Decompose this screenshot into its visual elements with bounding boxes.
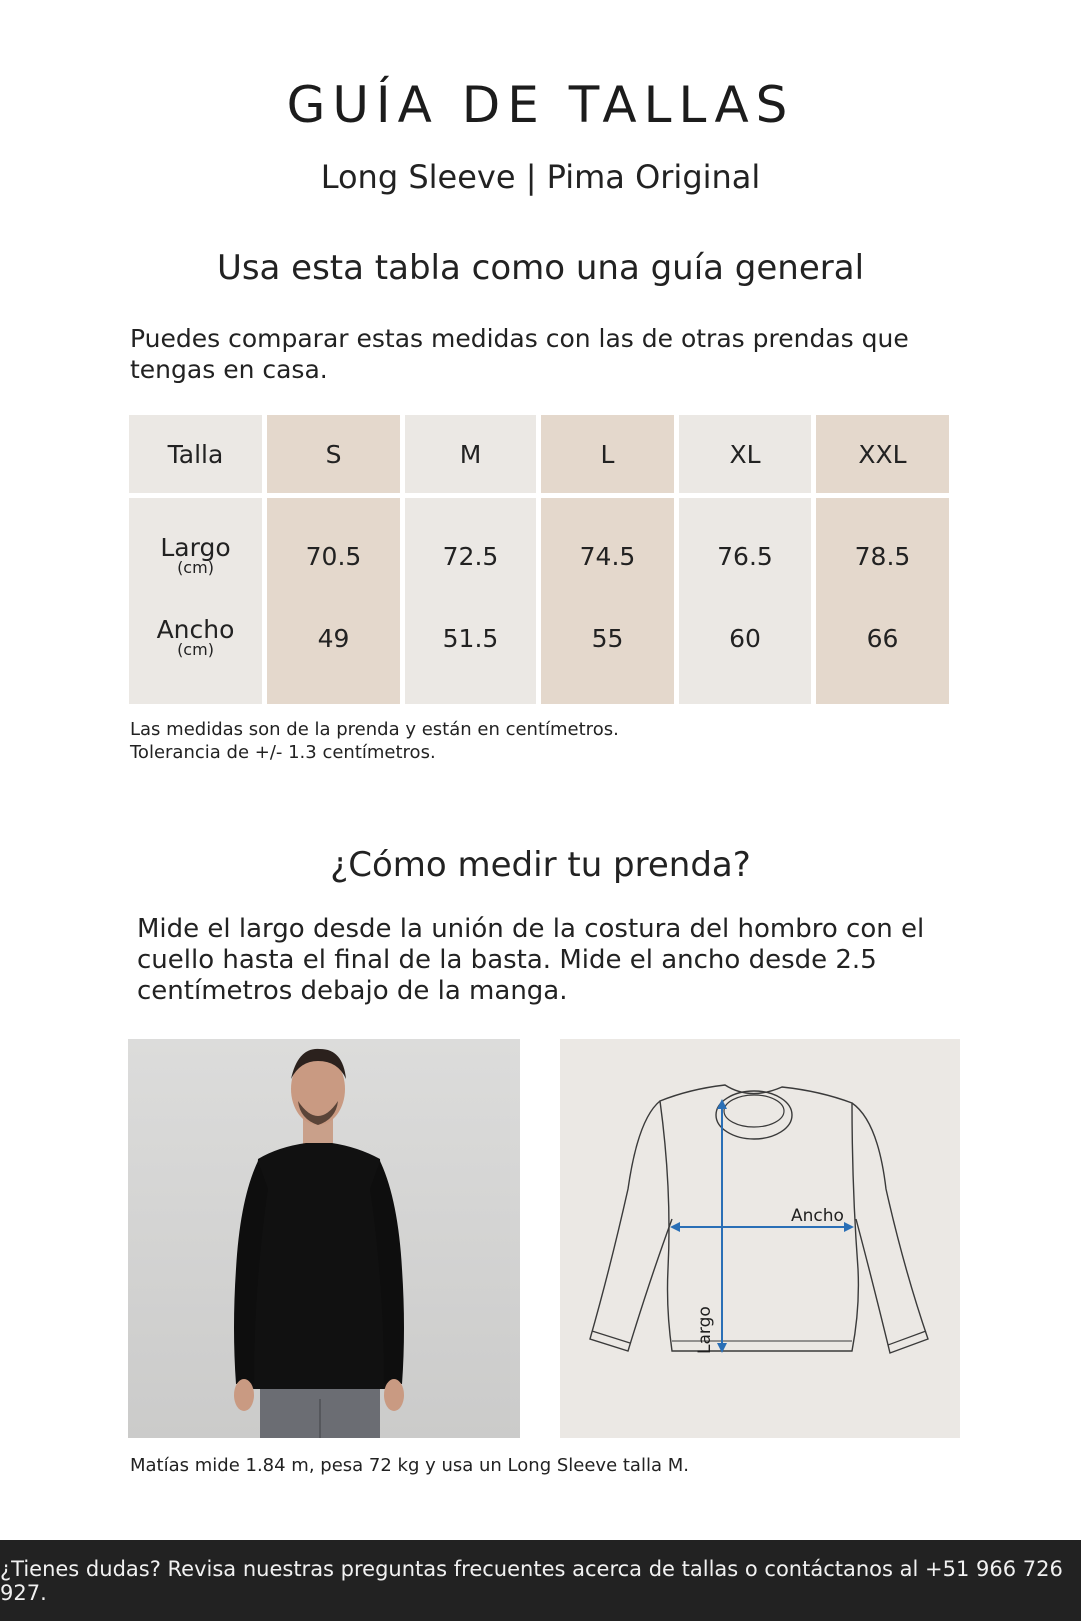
sweater-right-sleeve: [852, 1103, 928, 1353]
table-cell: 70.5: [305, 541, 362, 571]
table-cell: 74.5: [579, 541, 636, 571]
size-header: XXL: [816, 415, 949, 493]
model-figure: [128, 1039, 520, 1438]
sweater-diagram: [560, 1039, 960, 1438]
measure-text: Mide el largo desde la unión de la costura del hombro con el cuello hasta el final de la basta. Mide el ancho desde 2.5 centímetros debajo de la manga.: [137, 914, 925, 1006]
row-label: Ancho: [156, 615, 235, 644]
sweater-collar: [716, 1091, 792, 1139]
size-header: L: [541, 415, 674, 493]
table-cell: 76.5: [717, 541, 773, 571]
table-cell: 72.5: [442, 541, 499, 571]
row-label-ancho: [129, 602, 262, 674]
length-label: Largo: [695, 1306, 715, 1354]
model-caption: Matías mide 1.84 m, pesa 72 kg y usa un Long Sleeve talla M.: [130, 1455, 689, 1476]
table-note: Las medidas son de la prenda y están en centímetros.: [130, 719, 619, 740]
size-header: XL: [679, 415, 811, 493]
width-label: Ancho: [791, 1206, 844, 1226]
sweater-left-sleeve: [590, 1101, 672, 1351]
table-cell: 49: [317, 623, 350, 653]
table-cell: 55: [591, 623, 624, 653]
measure-heading: ¿Cómo medir tu prenda?: [330, 845, 751, 885]
page-subtitle: Long Sleeve | Pima Original: [320, 158, 761, 196]
table-cell: 78.5: [854, 541, 911, 571]
size-header: M: [405, 415, 536, 493]
row-label-largo: [129, 520, 262, 592]
measure-diagram: [560, 1039, 960, 1438]
table-cell: 60: [729, 623, 761, 653]
footer-text: ¿Tienes dudas? Revisa nuestras preguntas frecuentes acerca de tallas o contáctanos al +51 966 726 927.: [0, 1556, 1063, 1605]
page-title: GUÍA DE TALLAS: [286, 76, 795, 134]
footer-bar: [0, 1540, 1081, 1621]
table-intro-text: Puedes comparar estas medidas con las de otras prendas que tengas en casa.: [130, 324, 909, 384]
row-label: Largo: [160, 533, 231, 562]
model-photo: [128, 1039, 520, 1438]
table-heading: Usa esta tabla como una guía general: [216, 248, 865, 288]
table-note: Tolerancia de +/- 1.3 centímetros.: [130, 742, 436, 763]
table-cell: 51.5: [442, 623, 499, 653]
row-unit: (cm): [177, 558, 214, 577]
size-header: S: [267, 415, 400, 493]
table-header-label: Talla: [129, 415, 262, 493]
row-unit: (cm): [177, 640, 214, 659]
table-cell: 66: [866, 623, 899, 653]
